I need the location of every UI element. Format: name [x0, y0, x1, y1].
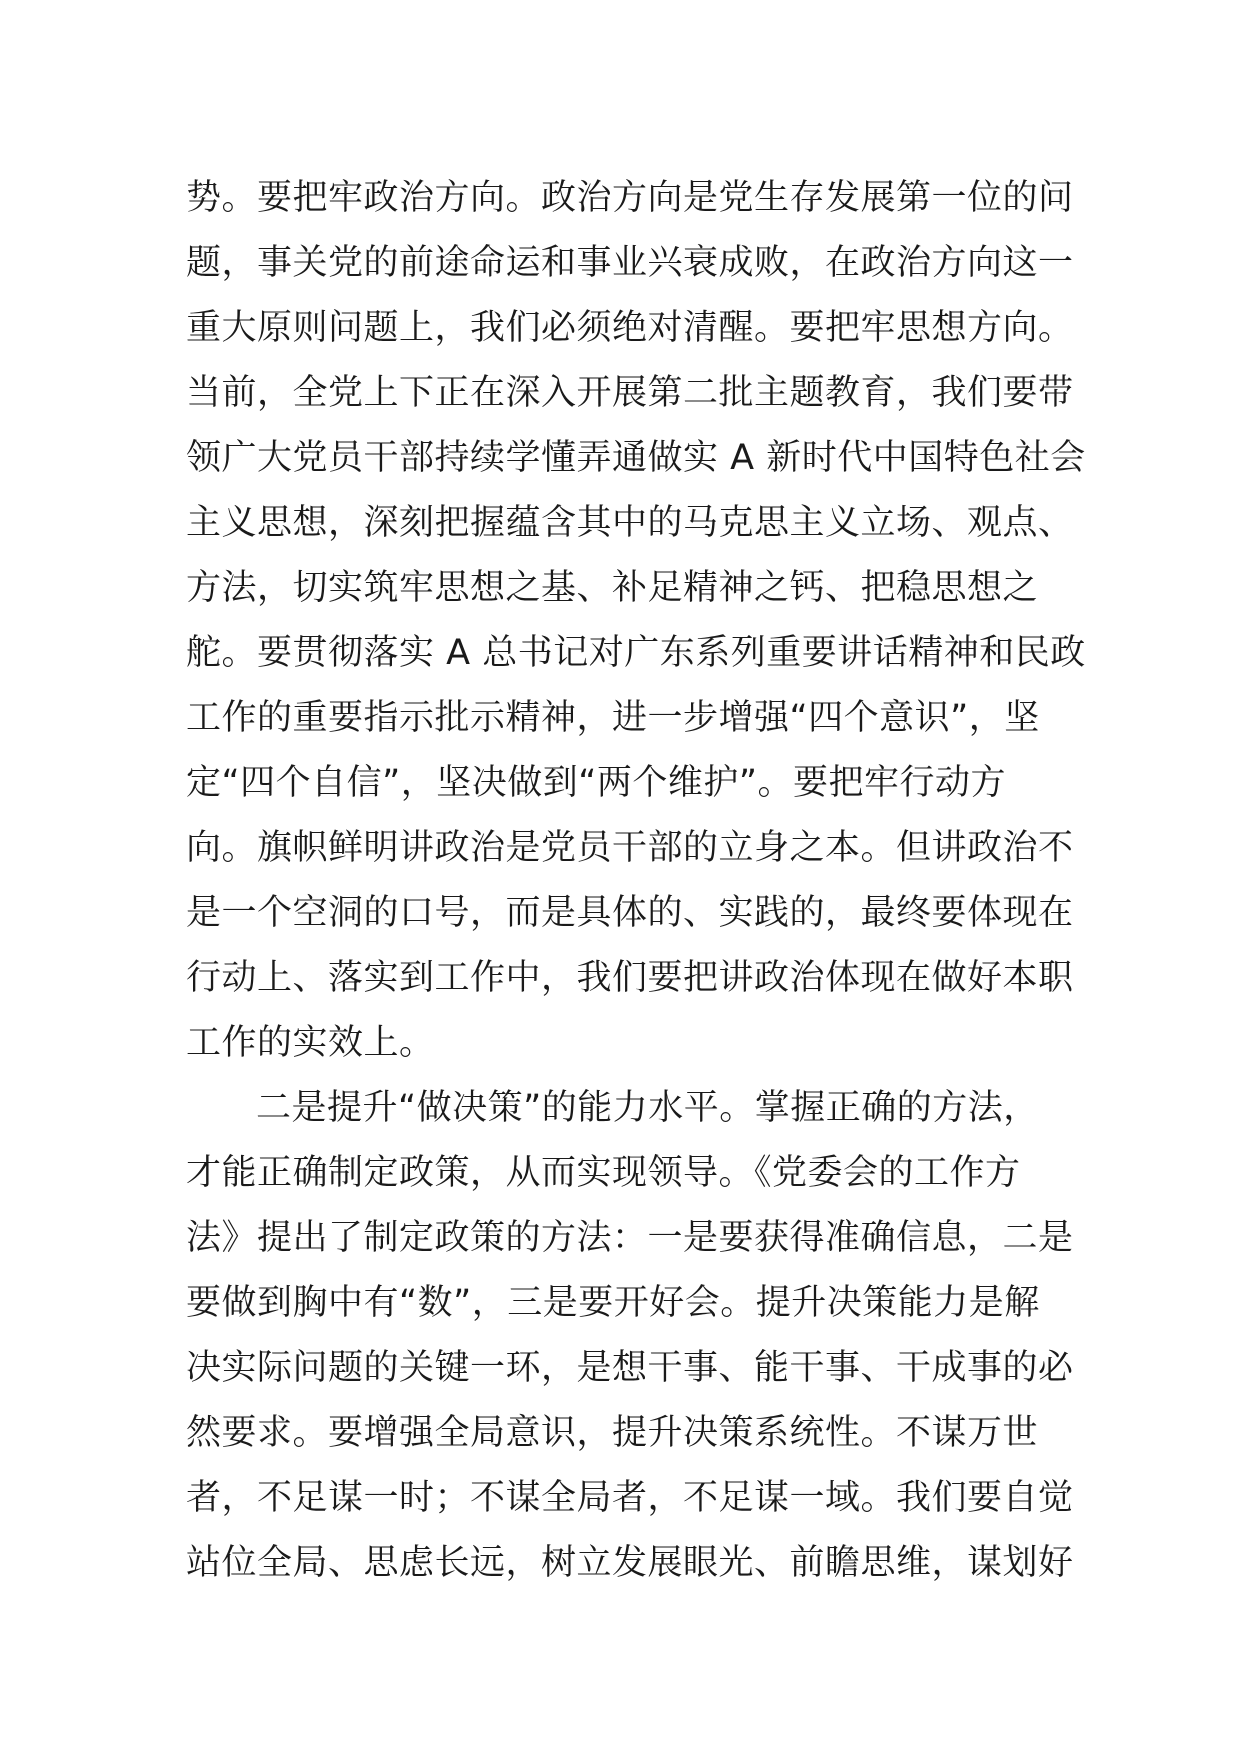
text-line: 站位全局、思虑长远，树立发展眼光、前瞻思维，谋划好 [186, 1543, 1074, 1583]
text-line: 重大原则问题上，我们必须绝对清醒。要把牢思想方向。 [186, 308, 1074, 348]
text-line: 定“四个自信”，坚决做到“两个维护”。要把牢行动方 [186, 763, 1007, 803]
text-line: 领广大党员干部持续学懂弄通做实 A 新时代中国特色社会 [186, 438, 1086, 478]
text-line: 方法，切实筑牢思想之基、补足精神之钙、把稳思想之 [186, 568, 1039, 608]
text-line: 是一个空洞的口号，而是具体的、实践的，最终要体现在 [186, 893, 1074, 933]
text-line: 势。要把牢政治方向。政治方向是党生存发展第一位的问 [186, 178, 1074, 218]
text-line: 要做到胸中有“数”，三是要开好会。提升决策能力是解 [186, 1283, 1040, 1323]
text-line: 才能正确制定政策，从而实现领导。《党委会的工作方 [186, 1153, 1021, 1193]
text-line: 法》提出了制定政策的方法：一是要获得准确信息，二是 [186, 1218, 1074, 1258]
text-line: 然要求。要增强全局意识，提升决策系统性。不谋万世 [186, 1413, 1039, 1453]
body-text [186, 166, 1086, 1596]
text-line: 舵。要贯彻落实 A 总书记对广东系列重要讲话精神和民政 [186, 633, 1086, 673]
text-line: 主义思想，深刻把握蕴含其中的马克思主义立场、观点、 [186, 503, 1074, 543]
text-line: 工作的重要指示批示精神，进一步增强“四个意识”，坚 [186, 698, 1040, 738]
text-line: 者，不足谋一时；不谋全局者，不足谋一域。我们要自觉 [186, 1478, 1074, 1518]
paragraph-first-line: 二是提升“做决策”的能力水平。掌握正确的方法， [256, 1088, 1039, 1128]
text-line: 当前，全党上下正在深入开展第二批主题教育，我们要带 [186, 373, 1074, 413]
text-line: 向。旗帜鲜明讲政治是党员干部的立身之本。但讲政治不 [186, 828, 1074, 868]
text-line: 决实际问题的关键一环，是想干事、能干事、干成事的必 [186, 1348, 1074, 1388]
text-line: 工作的实效上。 [186, 1023, 435, 1063]
text-line: 行动上、落实到工作中，我们要把讲政治体现在做好本职 [186, 958, 1074, 998]
text-line: 题，事关党的前途命运和事业兴衰成败，在政治方向这一 [186, 243, 1074, 283]
